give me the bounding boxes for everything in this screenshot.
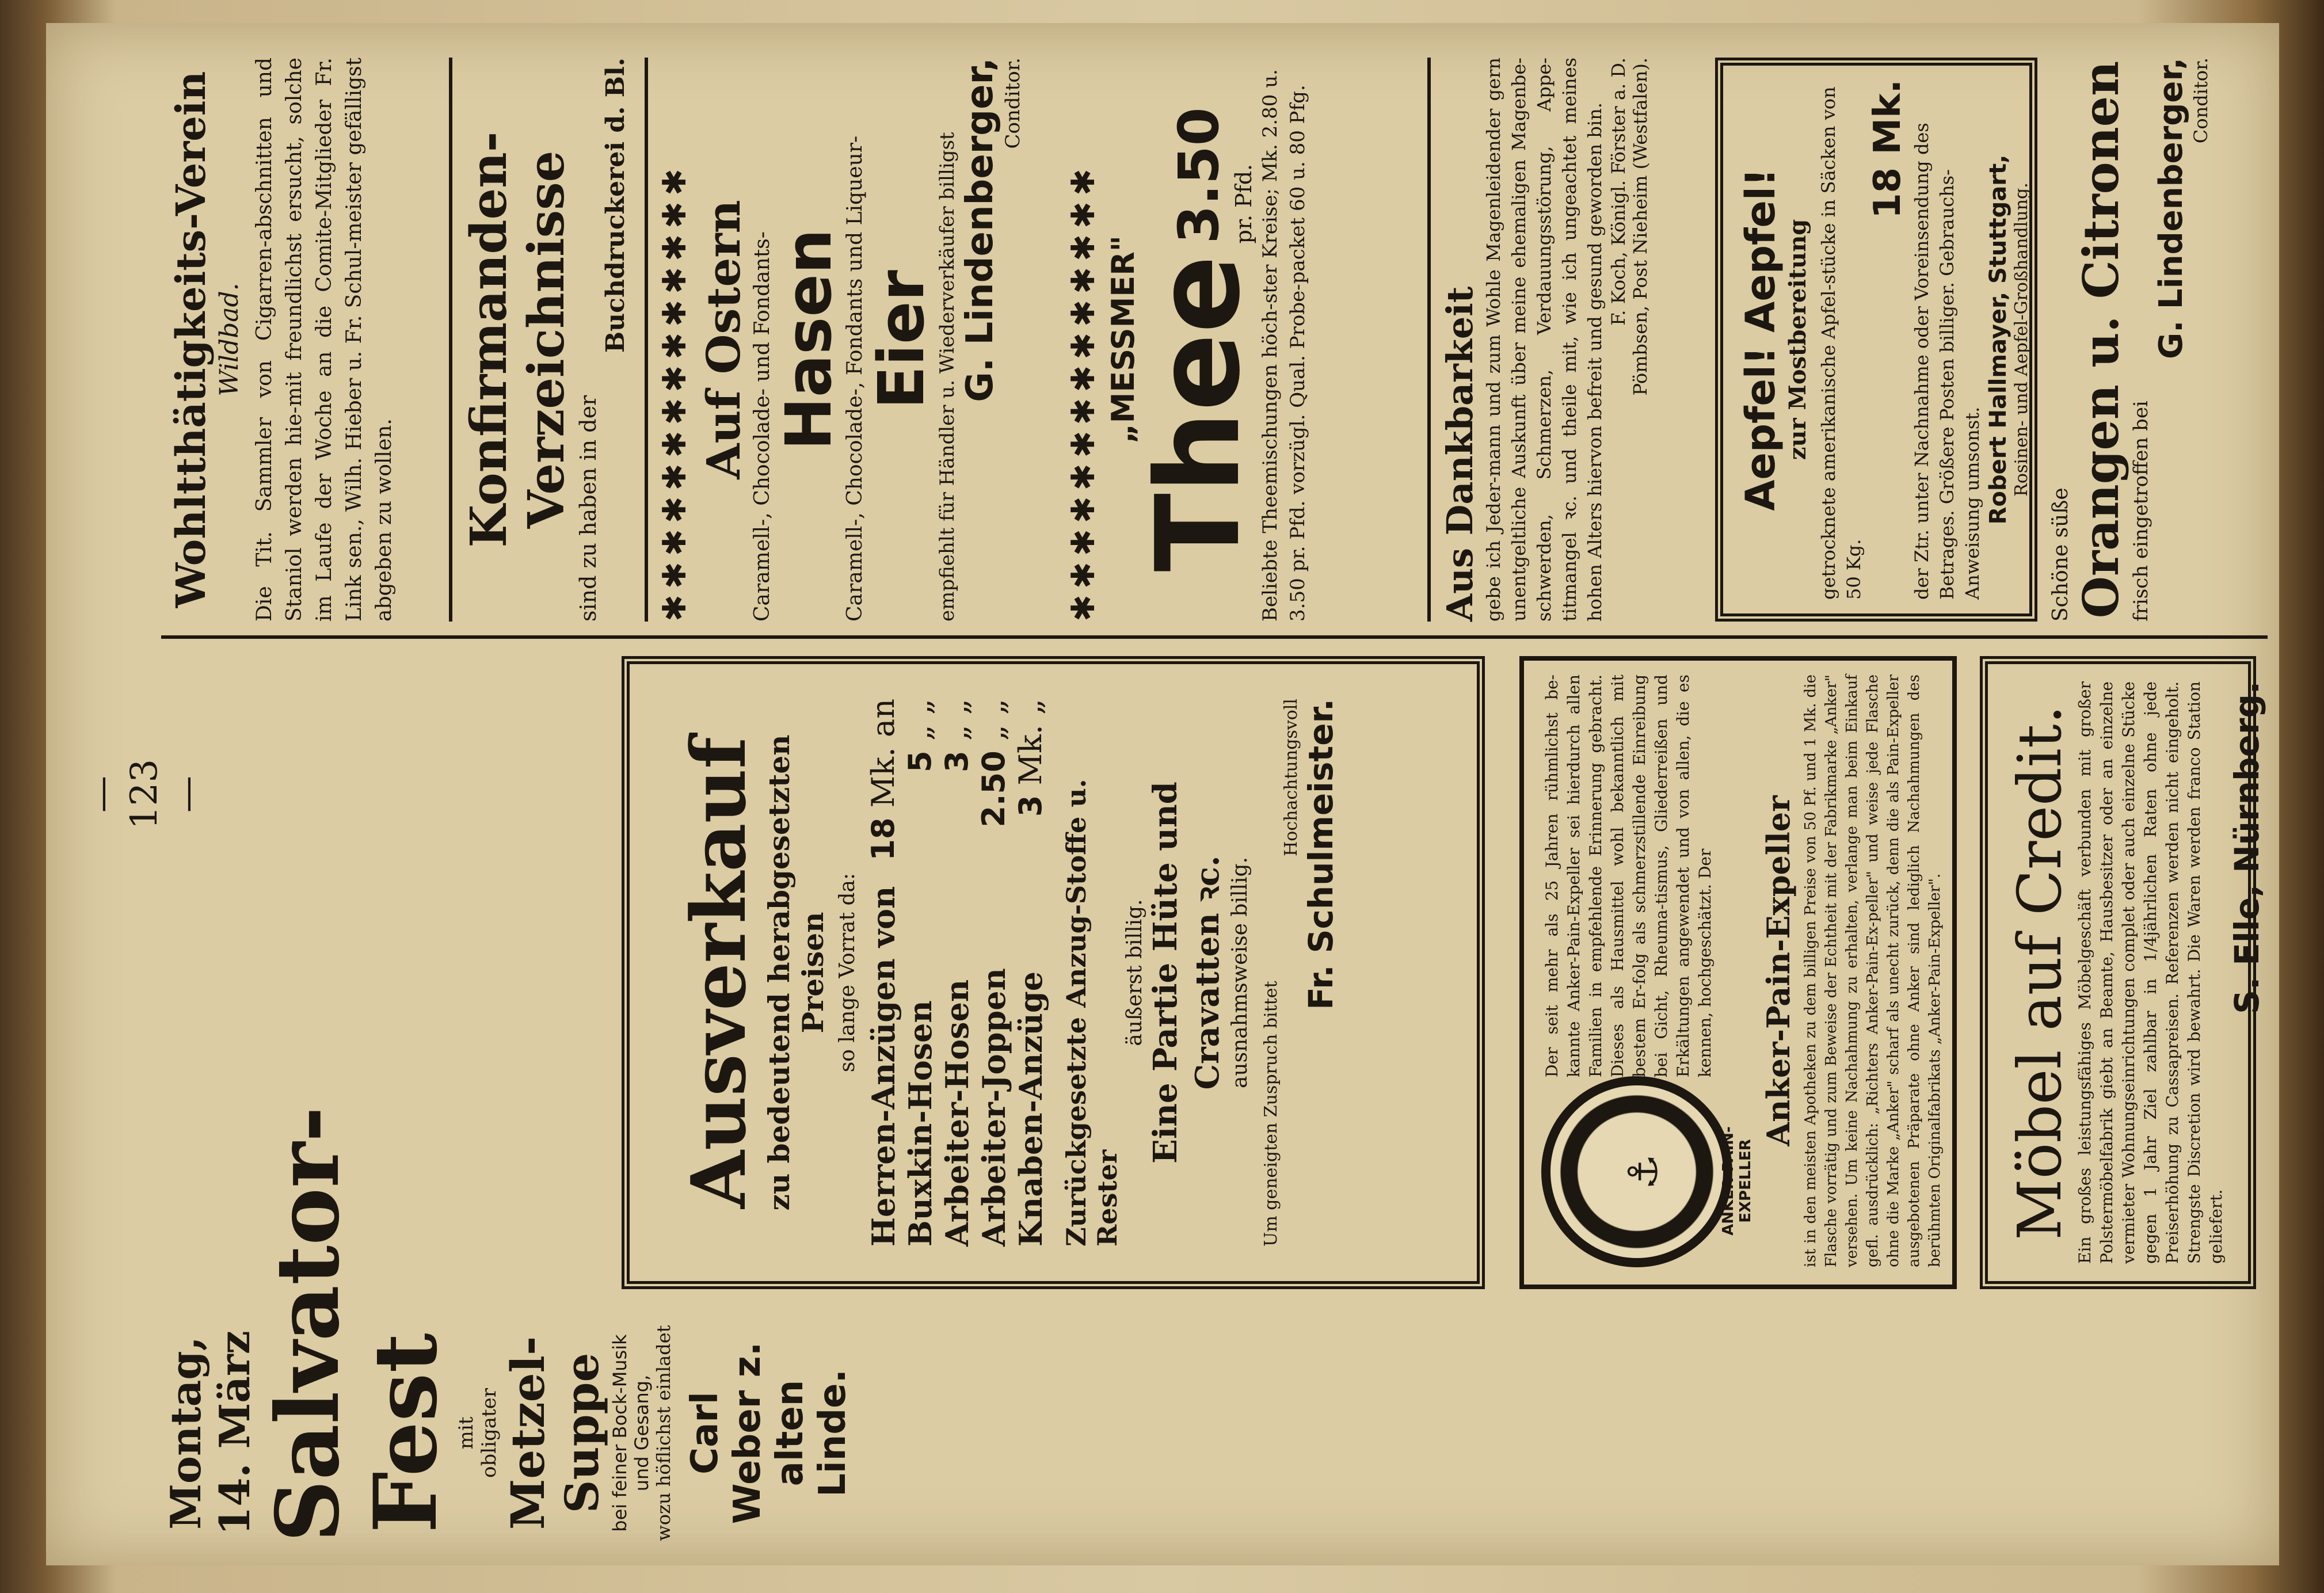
anker-ring-text: ANKER-PAIN-EXPELLER <box>1720 1126 1754 1236</box>
item-name: Arbeiter-Hosen <box>939 979 976 1247</box>
star-rule: ✱✱✱✱✱✱✱✱✱✱✱✱✱✱ <box>1065 163 1102 622</box>
orangen-name: G. Lindenberger, <box>2152 58 2190 359</box>
moebel-ad <box>1980 656 2266 1289</box>
item-unit: „ „ <box>976 699 1012 741</box>
salvator-title: Salvator-Fest <box>257 1106 456 1542</box>
konfirmanden-line1: sind zu haben in der <box>576 395 601 622</box>
anchor-icon: ⚓ <box>1620 1153 1667 1190</box>
item-name: Knaben-Anzüge <box>1012 971 1049 1247</box>
aepfel-firm-sub: Rosinen- und Aepfel-Großhandlung. <box>2011 182 2032 497</box>
divider <box>645 58 648 622</box>
ausverkauf-title: Ausverkauf <box>675 736 763 1209</box>
aepfel-title: Aepfel! Aepfel! <box>1737 168 1784 511</box>
ausverkauf-partie-b: ausnahmsweise billig. <box>1228 857 1252 1089</box>
ostern-eier: Eier <box>864 270 938 409</box>
salvator-obligat: obligater <box>478 1388 501 1478</box>
moebel-sign: S. Elle, Nürnberg. <box>2227 681 2266 1014</box>
moebel-text: Ein großes leistungsfähiges Möbelgeschäft verbunden mit großer Polstermöbelfabrik giebt an Beamte, Hausbesitzer oder an einzelne vermieter Wohnungseinrichtungen complet oder auch einzelne Stücke gegen 1 Jahr Ziel zahlbar in 1/4jährlichen Raten ohne jede Preiserhöhung zu Cassapreisen. Referenzen werden nicht eingeholt. Strengste Discretion wird bewahrt. Die Waren werden franco Station geliefert. <box>2075 681 2226 1264</box>
orangen-line2: frisch eingetroffen bei <box>2129 401 2152 622</box>
ostern-name: G. Lindenberger, <box>959 58 1001 402</box>
salvator-suppe: Metzel-Suppe <box>501 1336 609 1530</box>
divider <box>1427 58 1431 622</box>
ostern-title: Auf Ostern <box>696 200 750 479</box>
ostern-hasen: Hasen <box>772 228 845 451</box>
list-item <box>865 699 902 1247</box>
ostern-line2: Caramell-, Chocolade-, Fondants und Liqueur- <box>843 135 867 622</box>
ostern-line1: Caramell-, Chocolade- und Fondants- <box>750 231 774 622</box>
ausverkauf-hochachtung: Hochachtungsvoll <box>1281 699 1301 856</box>
aepfel-text1: getrocknete amerikanische Apfel-stücke in Säcken von 50 Kg. <box>1818 86 1865 600</box>
ostern-role: Conditor. <box>1001 58 1024 149</box>
thee-ad <box>1065 58 1422 622</box>
anker-text1: Der seit mehr als 25 Jahren rühmlichst be-kannte Anker-Pain-Expeller sei hierdurch allen Familien in empfehlende Erinnerung gebracht. Dieses als Hausmittel wohl bekanntlich mit bestem Er-folg als schmerzstillende Einreibung bei Gicht, Rheuma-tismus, Gliederreißen und Erkältungen angewendet und von allen, die es kennen, hochgeschätzt. Der <box>1542 674 1715 1077</box>
salvator-mit: mit <box>455 1416 478 1450</box>
star-rule: ✱✱✱✱✱✱✱✱✱✱✱✱✱✱ <box>656 163 694 622</box>
ausverkauf-vorrat: so lange Vorrat da: <box>836 872 859 1073</box>
konfirmanden-line2: Buchdruckerei d. Bl. <box>601 58 630 353</box>
moebel-title: Möbel auf Credit. <box>2005 705 2075 1240</box>
thee-brand: „MESSMER" <box>1105 235 1141 444</box>
ausverkauf-rest: Zurückgesetzte Anzug-Stoffe u. Rester <box>1061 779 1123 1247</box>
item-name: Arbeiter-Joppen <box>976 968 1012 1247</box>
divider <box>449 58 452 622</box>
item-price: 18 <box>865 817 901 861</box>
salvator-date: Montag, 14. März <box>161 1331 259 1535</box>
verein-place: Wildbad. <box>215 283 244 397</box>
dank-ad <box>1439 58 1704 622</box>
list-item <box>939 699 976 1247</box>
anker-logo <box>1541 1076 1732 1267</box>
thee-unit: pr. Pfd. <box>1231 163 1256 244</box>
list-item <box>1012 699 1049 1247</box>
ausverkauf-rest-b: äußerst billig. <box>1123 899 1146 1046</box>
aepfel-price: 18 Mk. <box>1866 79 1909 219</box>
thee-text: Beliebte Theemischungen höch-ster Kreise; Mk. 2.80 u. 3.50 pr. Pfd. vorzügl. Qual. Probe-packet 60 u. 80 Pfg. <box>1259 69 1309 622</box>
newspaper-page <box>46 23 2279 1565</box>
ausverkauf-sub: zu bedeutend herabgesetzten Preisen <box>762 734 830 1211</box>
item-name: Herren-Anzügen von <box>865 886 902 1247</box>
salvator-music: bei feiner Bock-Musik und Gesang, <box>609 1334 653 1532</box>
aepfel-firm: Robert Hallmayer, Stuttgart, <box>1985 154 2011 525</box>
list-item <box>976 699 1012 1247</box>
ostern-line3: empfiehlt für Händler u. Wiederverkäufer billigst <box>936 132 959 622</box>
dank-title: Aus Dankbarkeit <box>1439 286 1481 622</box>
orangen-line1: Schöne süße <box>2049 487 2072 622</box>
item-price: 3 <box>939 750 975 772</box>
anker-ad <box>1519 656 1957 1289</box>
item-unit: Mk. „ <box>1012 699 1049 786</box>
item-unit: „ „ <box>939 699 975 741</box>
anker-text2: ist in den meisten Apotheken zu dem billigen Preise von 50 Pf. und 1 Mk. die Flasche vorrätig und zum Beweise der Echtheit mit der Fabrikmarke „Anker" versehen. Um keine Nachahmung zu erhalten, verlange man beim Einkauf gefl. ausdrücklich: „Richters Anker-Pain-Ex-peller" und weise jede Flasche ohne die Marke „Anker" scharf als unecht zurück, denn die als Pain-Expeller ausgebotenen Präparate ohne Anker sind lediglich Nachahmungen des berühmten Originalfabrikats „Anker-Pain-Expeller". <box>1802 674 1944 1267</box>
dank-place: Pömbsen, Post Nieheim (Westfalen). <box>1629 58 1651 396</box>
item-name: Buxkin-Hosen <box>902 1000 939 1247</box>
verein-ad <box>167 58 437 622</box>
item-unit: „ „ <box>902 699 938 741</box>
list-item <box>902 699 939 1247</box>
salvator-host: Carl Weber z. alten Linde. <box>684 1342 854 1525</box>
item-price: 2.50 <box>976 750 1012 828</box>
thee-price: 3.50 <box>1167 107 1231 244</box>
thee-word: Thee <box>1131 255 1266 572</box>
ausverkauf-sign: Fr. Schulmeister. <box>1301 699 1340 1010</box>
ausverkauf-item-list <box>865 699 1049 1247</box>
orangen-ad <box>2049 58 2268 622</box>
rotated-page-content <box>46 23 2279 1565</box>
page-number: — 123 — <box>81 759 208 830</box>
konfirmanden-title: Konfirmanden-Verzeichnisse <box>460 131 576 548</box>
column-rule <box>161 635 2268 639</box>
ausverkauf-bitte: Um geneigten Zuspruch bittet <box>1261 981 1281 1247</box>
aepfel-ad <box>1715 58 2037 622</box>
item-price: 3 <box>1012 795 1049 817</box>
item-unit: Mk. an <box>865 699 901 808</box>
verein-title: Wohltthätigkeits-Verein <box>167 71 215 608</box>
konfirmanden-ad <box>460 58 633 622</box>
item-price: 5 <box>902 750 938 772</box>
dank-text: gebe ich Jeder-mann und zum Wohle Magenleidender gern unentgeltliche Auskunft über meine ehemaligen Magenbe-schwerden, Schmerzen, Verdauungsstörung, Appe-titmangel ꝛc. und theile mit, wie ich ungeachtet meines hohen Alters hiervon befreit und gesund geworden bin. <box>1483 58 1606 622</box>
ausverkauf-ad <box>622 656 1485 1289</box>
dank-sign: F. Koch, Königl. Förster a. D. <box>1607 58 1629 326</box>
salvator-invite: wozu höflichst einladet <box>653 1325 675 1541</box>
aepfel-sub: zur Mostbereitung <box>1784 219 1811 460</box>
aepfel-text2: der Ztr. unter Nachnahme oder Voreinsendung des Betrages. Größere Posten billiger. Gebrauchs-Anweisung umsonst. <box>1911 123 1983 600</box>
verein-text: Die Tit. Sammler von Cigarren-abschnitten und Staniol werden hie-mit freundlichst ersucht, solche im Laufe der Woche an die Comite-Mitglieder Fr. Link sen., Wilh. Hieber u. Fr. Schul-meister gefälligst abgeben zu wollen. <box>253 58 396 622</box>
ostern-ad <box>656 58 1036 622</box>
orangen-role: Conditor. <box>2190 58 2212 144</box>
orangen-title: Orangen u. Citronen <box>2072 60 2129 619</box>
ausverkauf-partie: Eine Partie Hüte und Cravatten ꝛc. <box>1146 782 1226 1164</box>
anker-title: Anker-Pain-Expeller <box>1760 795 1797 1146</box>
